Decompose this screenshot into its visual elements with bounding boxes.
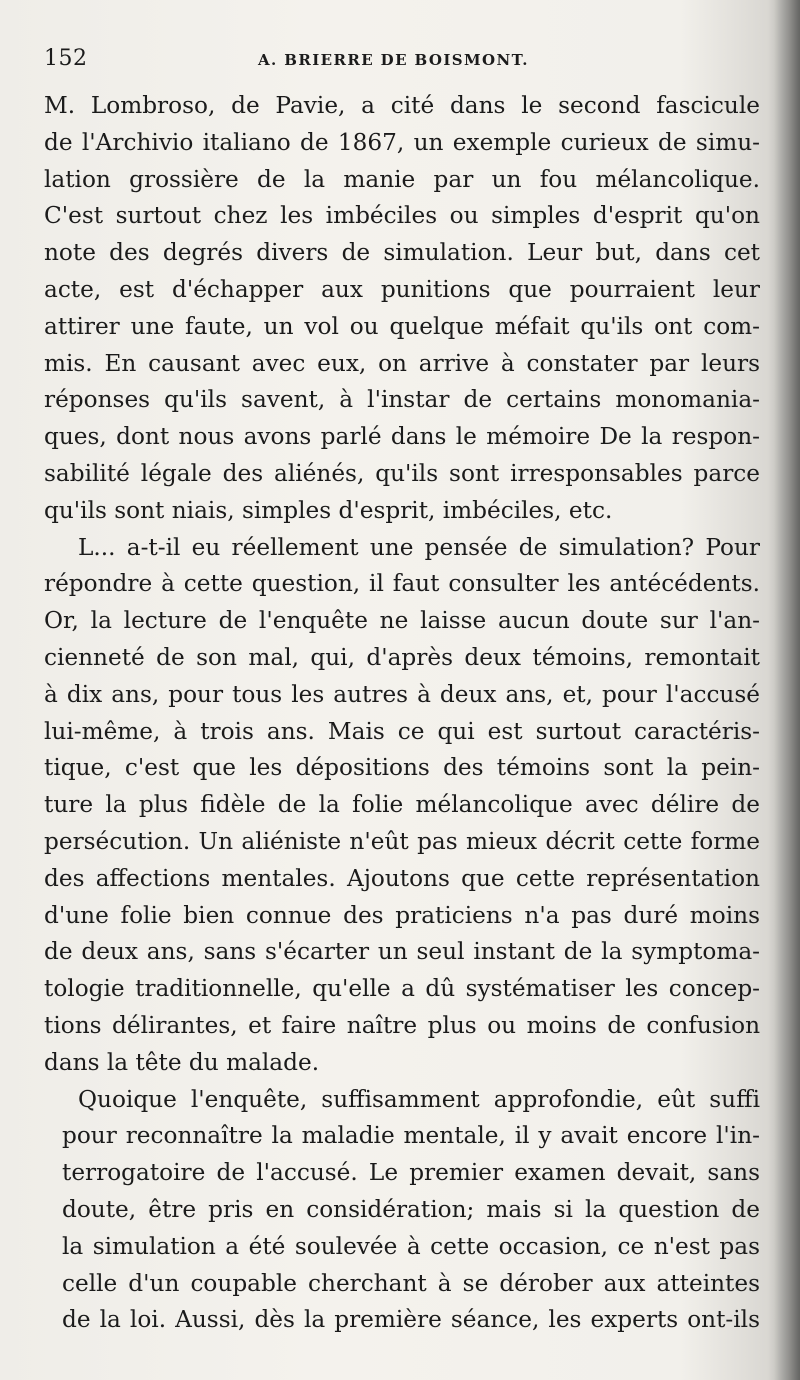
text-line: qu'ils sont niais, simples d'esprit, imbéciles, etc. — [44, 496, 613, 524]
running-head: A. BRIERRE DE BOISMONT. — [258, 51, 529, 69]
text-line: doute, être pris en considération; mais si la question de — [62, 1195, 760, 1223]
text-line: dans la tête du malade. — [44, 1048, 320, 1076]
text-line: lation grossière de la manie par un fou mélancolique. — [44, 165, 760, 193]
text-line: répondre à cette question, il faut consulter les antécédents. — [44, 570, 760, 598]
body-text — [44, 88, 760, 1339]
text-line: réponses qu'ils savent, à l'instar de certains monomania- — [44, 386, 760, 414]
text-line: mis. En causant avec eux, on arrive à constater par leurs — [44, 349, 760, 377]
text-line: des affections mentales. Ajoutons que cette représentation — [44, 864, 760, 892]
text-line: terrogatoire de l'accusé. Le premier examen devait, sans — [62, 1159, 760, 1187]
text-line: acte, est d'échapper aux punitions que pourraient leur — [44, 275, 760, 303]
text-line: Or, la lecture de l'enquête ne laisse aucun doute sur l'an- — [44, 607, 760, 635]
page-number: 152 — [44, 46, 88, 71]
text-line: la simulation a été soulevée à cette occasion, ce n'est pas — [62, 1232, 760, 1260]
text-line: tologie traditionnelle, qu'elle a dû systématiser les concep- — [44, 975, 760, 1003]
text-line: persécution. Un aliéniste n'eût pas mieux décrit cette forme — [44, 827, 760, 855]
paragraph-start: Quoique l'enquête, suffisamment approfondie, eût suffi — [78, 1085, 760, 1113]
text-line: de la loi. Aussi, dès la première séance, les experts ont-ils — [62, 1306, 760, 1334]
text-line: à dix ans, pour tous les autres à deux ans, et, pour l'accusé — [44, 680, 760, 708]
text-line: tique, c'est que les dépositions des témoins sont la pein- — [44, 754, 760, 782]
text-line: de l'Archivio italiano de 1867, un exemple curieux de simu- — [44, 128, 760, 156]
text-line: ques, dont nous avons parlé dans le mémoire De la respon- — [44, 423, 760, 451]
text-line: note des degrés divers de simulation. Leur but, dans cet — [44, 239, 760, 267]
text-line: C'est surtout chez les imbéciles ou simples d'esprit qu'on — [44, 202, 760, 230]
text-line: tions délirantes, et faire naître plus ou moins de confusion — [44, 1011, 760, 1039]
text-line: ture la plus fidèle de la folie mélancolique avec délire de — [44, 791, 760, 819]
text-line: attirer une faute, un vol ou quelque méfait qu'ils ont com- — [44, 312, 760, 340]
page-edge-shadow — [774, 0, 800, 1380]
text-line: cienneté de son mal, qui, d'après deux témoins, remontait — [44, 643, 760, 671]
text-line: de deux ans, sans s'écarter un seul instant de la symptoma- — [44, 938, 760, 966]
text-line: d'une folie bien connue des praticiens n'a pas duré moins — [44, 901, 760, 929]
text-line: celle d'un coupable cherchant à se dérober aux atteintes — [62, 1269, 760, 1297]
text-line: sabilité légale des aliénés, qu'ils sont irresponsables parce — [44, 459, 760, 487]
paragraph-start: L... a-t-il eu réellement une pensée de simulation? Pour — [78, 533, 760, 561]
text-line: pour reconnaître la maladie mentale, il y avait encore l'in- — [62, 1122, 760, 1150]
text-line: lui-même, à trois ans. Mais ce qui est surtout caractéris- — [44, 717, 760, 745]
text-line: M. Lombroso, de Pavie, a cité dans le second fascicule — [44, 92, 760, 119]
page-header — [44, 46, 564, 76]
